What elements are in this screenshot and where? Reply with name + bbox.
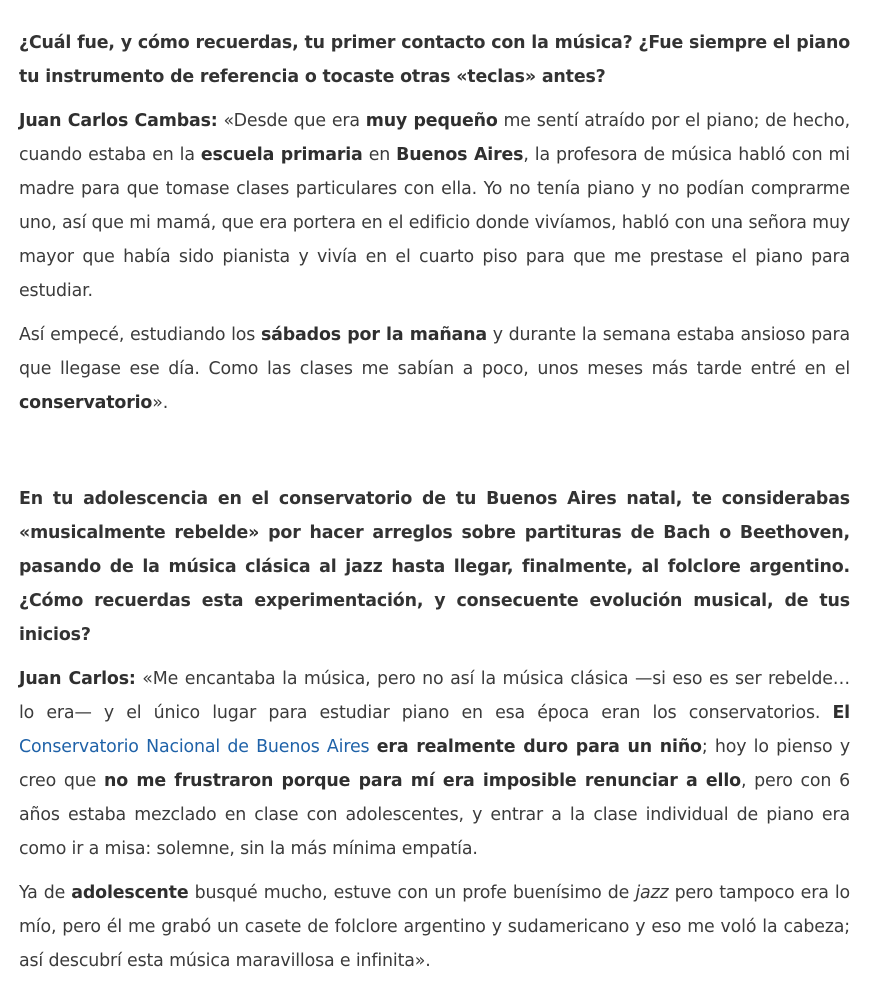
- answer-text: [369, 737, 376, 757]
- question-1: [19, 26, 850, 94]
- speaker-name: Juan Carlos:: [19, 669, 136, 689]
- conservatorio-link[interactable]: Conservatorio Nacional de Buenos Aires: [19, 737, 370, 757]
- answer-text: Ya de: [19, 883, 72, 903]
- answer-text: «Me encantaba la música, pero no así la música clásica —si eso es ser rebelde… lo era— y el único lugar para estudiar piano en esa época eran los conservatorios.: [19, 669, 850, 723]
- answer-2-paragraph-1: [19, 662, 850, 866]
- answer-text: pero tampoco era lo mío, pero él me grabó un casete de folclore argentino y sudamericano y eso me voló la cabeza; así descubrí esta música maravillosa e infinita».: [19, 883, 850, 971]
- answer-text: , la profesora de música habló con mi madre para que tomase clases particulares con ella. Yo no tenía piano y no podían comprarme uno, así que mi mamá, que era portera en el edificio donde vivíamos, habló con una señora muy mayor que había sido pianista y vivía en el cuarto piso para que me prestase el piano para estudiar.: [19, 145, 850, 301]
- answer-text: , pero con 6 años estaba mezclado en clase con adolescentes, y entrar a la clase individual de piano era como ir a misa: solemne, sin la más mínima empatía.: [19, 771, 851, 859]
- highlight-text: El: [832, 703, 850, 723]
- highlight-text: no me frustraron porque para mí era imposible renunciar a ello: [104, 771, 741, 791]
- answer-2-paragraph-2: [19, 876, 850, 978]
- answer-text: Así empecé, estudiando los: [19, 325, 261, 345]
- answer-text: «Desde que era: [217, 111, 366, 131]
- highlight-text: era realmente duro para un niño: [376, 737, 702, 757]
- interview-article: [19, 26, 850, 978]
- question-2-text: En tu adolescencia en el conservatorio de tu Buenos Aires natal, te considerabas «musicalmente rebelde» por hacer arreglos sobre partituras de Bach o Beethoven, pasando de la música clásica al jazz hasta llegar, finalmente, al folclore argentino. ¿Cómo recuerdas esta experimentación, y consecuente evolución musical, de tus inicios?: [19, 489, 850, 645]
- answer-text: busqué mucho, estuve con un profe buenísimo de: [188, 883, 636, 903]
- answer-text: ; hoy lo pienso y creo que: [19, 737, 850, 791]
- italic-text: jazz: [635, 883, 669, 903]
- highlight-text: muy pequeño: [365, 111, 498, 131]
- answer-text: en: [362, 145, 397, 165]
- answer-1-paragraph-1: [19, 104, 850, 308]
- answer-text: y durante la semana estaba ansioso para que llegase ese día. Como las clases me sabían a poco, unos meses más tarde entré en el: [19, 325, 850, 379]
- highlight-text: sábados por la mañana: [260, 325, 487, 345]
- highlight-text: escuela primaria: [200, 145, 363, 165]
- answer-text: me sentí atraído por el piano; de hecho, cuando estaba en la: [19, 111, 851, 165]
- highlight-text: adolescente: [71, 883, 189, 903]
- speaker-name: Juan Carlos Cambas:: [19, 111, 218, 131]
- question-2: [19, 482, 850, 652]
- answer-1-paragraph-2: [19, 318, 850, 420]
- highlight-text: conservatorio: [19, 393, 153, 413]
- highlight-text: Buenos Aires: [396, 145, 524, 165]
- answer-text: ».: [152, 393, 169, 413]
- question-1-text: ¿Cuál fue, y cómo recuerdas, tu primer contacto con la música? ¿Fue siempre el piano tu instrumento de referencia o tocaste otras «teclas» antes?: [19, 33, 850, 87]
